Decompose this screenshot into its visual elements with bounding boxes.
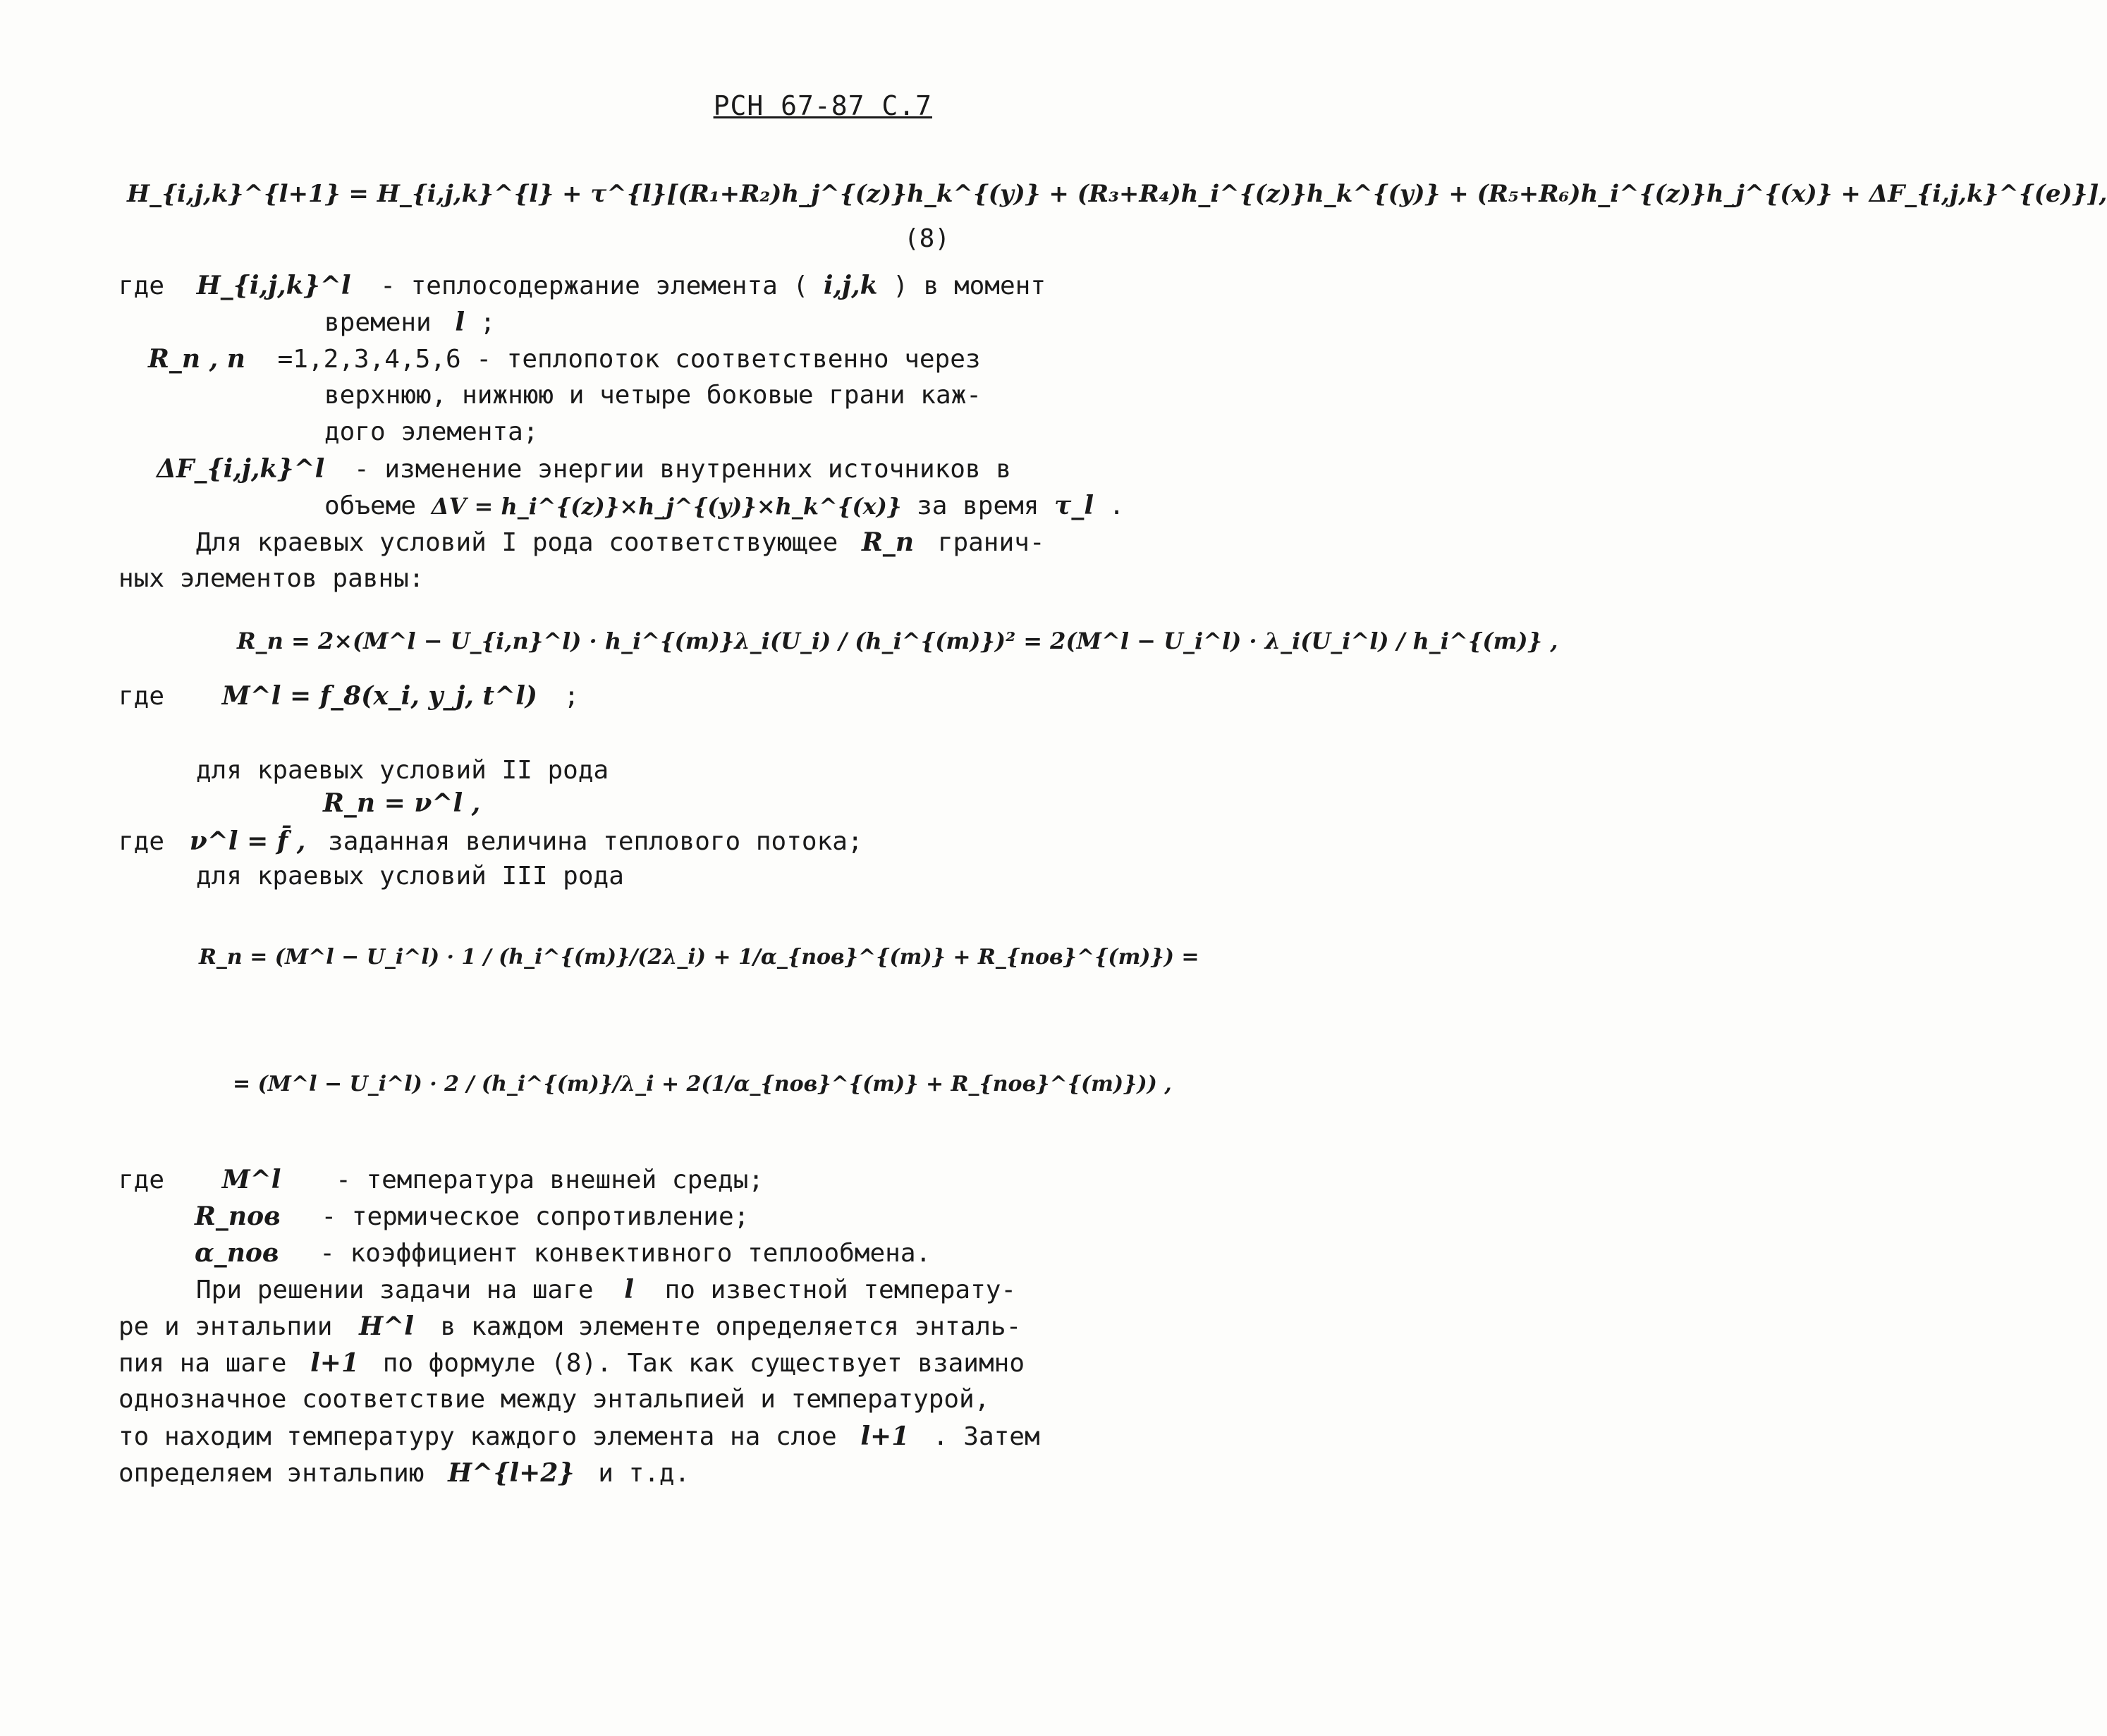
definition-cont: времени l ; (324, 307, 496, 337)
paragraph-line: однозначное соответствие между энтальпией и температурой, (118, 1385, 990, 1414)
equation-bc3-line1: R_n = (M^l − U_i^l) · 1 / (h_i^{(m)}/(2λ_i) + 1/α_{пов}^{(m)} + R_{пов}^{(m)}) = (199, 945, 1199, 970)
paragraph-line: пия на шаге l+1 по формуле (8). Так как существует взаимно (118, 1348, 1025, 1378)
paragraph-line: При решении задачи на шаге l по известной температу- (196, 1275, 1017, 1304)
definition-row: ΔF_{i,j,k}^l - изменение энергии внутренних источников в (157, 454, 1012, 484)
equation-8: H_{i,j,k}^{l+1} = H_{i,j,k}^{l} + τ^{l}[(R₁+R₂)h_j^{(z)}h_k^{(y)} + (R₃+R₄)h_i^{(z)}h_k^{(y)} + (R₅+R₆)h_i^{(z)}h_j^{(x)} + ΔF_{i,j,k}^{(e)}], (127, 180, 2107, 208)
equation-number: (8) (904, 224, 951, 253)
symbol-ambient: M^l = f_8(x_i, y_j, t^l) (221, 681, 537, 711)
paragraph-line: для краевых условий III рода (196, 862, 624, 891)
paragraph-line: ных элементов равны: (118, 564, 425, 593)
paragraph-line: определяем энтальпию H^{l+2} и т.д. (118, 1458, 690, 1488)
definition-cont: объеме ΔV = h_i^{(z)}×h_j^{(y)}×h_k^{(x)} за время τ_l . (324, 491, 1125, 520)
paragraph-line: ре и энтальпии H^l в каждом элементе определяется энталь- (118, 1312, 1022, 1341)
symbol-energy-change: ΔF_{i,j,k}^l (157, 454, 325, 484)
definition-row: R_n , n =1,2,3,4,5,6 - теплопоток соответственно через (148, 344, 981, 374)
equation-bc3-line2: = (M^l − U_i^l) · 2 / (h_i^{(m)}/λ_i + 2(1/α_{пов}^{(m)} + R_{пов}^{(m)})) , (233, 1072, 1172, 1096)
definition-row: где M^l - температура внешней среды; (118, 1165, 764, 1194)
definition-row: где M^l = f_8(x_i, y_j, t^l) ; (118, 681, 580, 711)
document-code: РСН 67-87 С.7 (713, 90, 932, 121)
definition-row: R_пов - термическое сопротивление; (195, 1202, 750, 1231)
paragraph-line: для краевых условий II рода (196, 756, 609, 785)
paragraph-line: Для краевых условий I рода соответствующее R_n гранич- (196, 527, 1045, 557)
definition-cont: верхнюю, нижнюю и четыре боковые грани каж- (324, 381, 982, 410)
definition-cont: дого элемента; (324, 417, 539, 446)
symbol-heatflow: R_n , n (148, 344, 245, 374)
definition-row: где ν^l = f̄ , заданная величина теплового потока; (118, 826, 863, 856)
where-label: где (118, 271, 165, 300)
definition-row: α_пов - коэффициент конвективного теплообмена. (195, 1238, 932, 1268)
definition-row: где H_{i,j,k}^l - теплосодержание элемента ( i,j,k ) в момент (118, 271, 1046, 300)
symbol-enthalpy: H_{i,j,k}^l (196, 271, 351, 300)
equation-bc2: R_n = ν^l , (323, 788, 481, 818)
paragraph-line: то находим температуру каждого элемента на слое l+1 . Затем (118, 1422, 1040, 1451)
equation-bc1: R_n = 2×(M^l − U_{i,n}^l) · h_i^{(m)}λ_i(U_i) / (h_i^{(m)})² = 2(M^l − U_i^l) · λ_i(U_i^l) / h_i^{(m)} , (237, 628, 1558, 654)
